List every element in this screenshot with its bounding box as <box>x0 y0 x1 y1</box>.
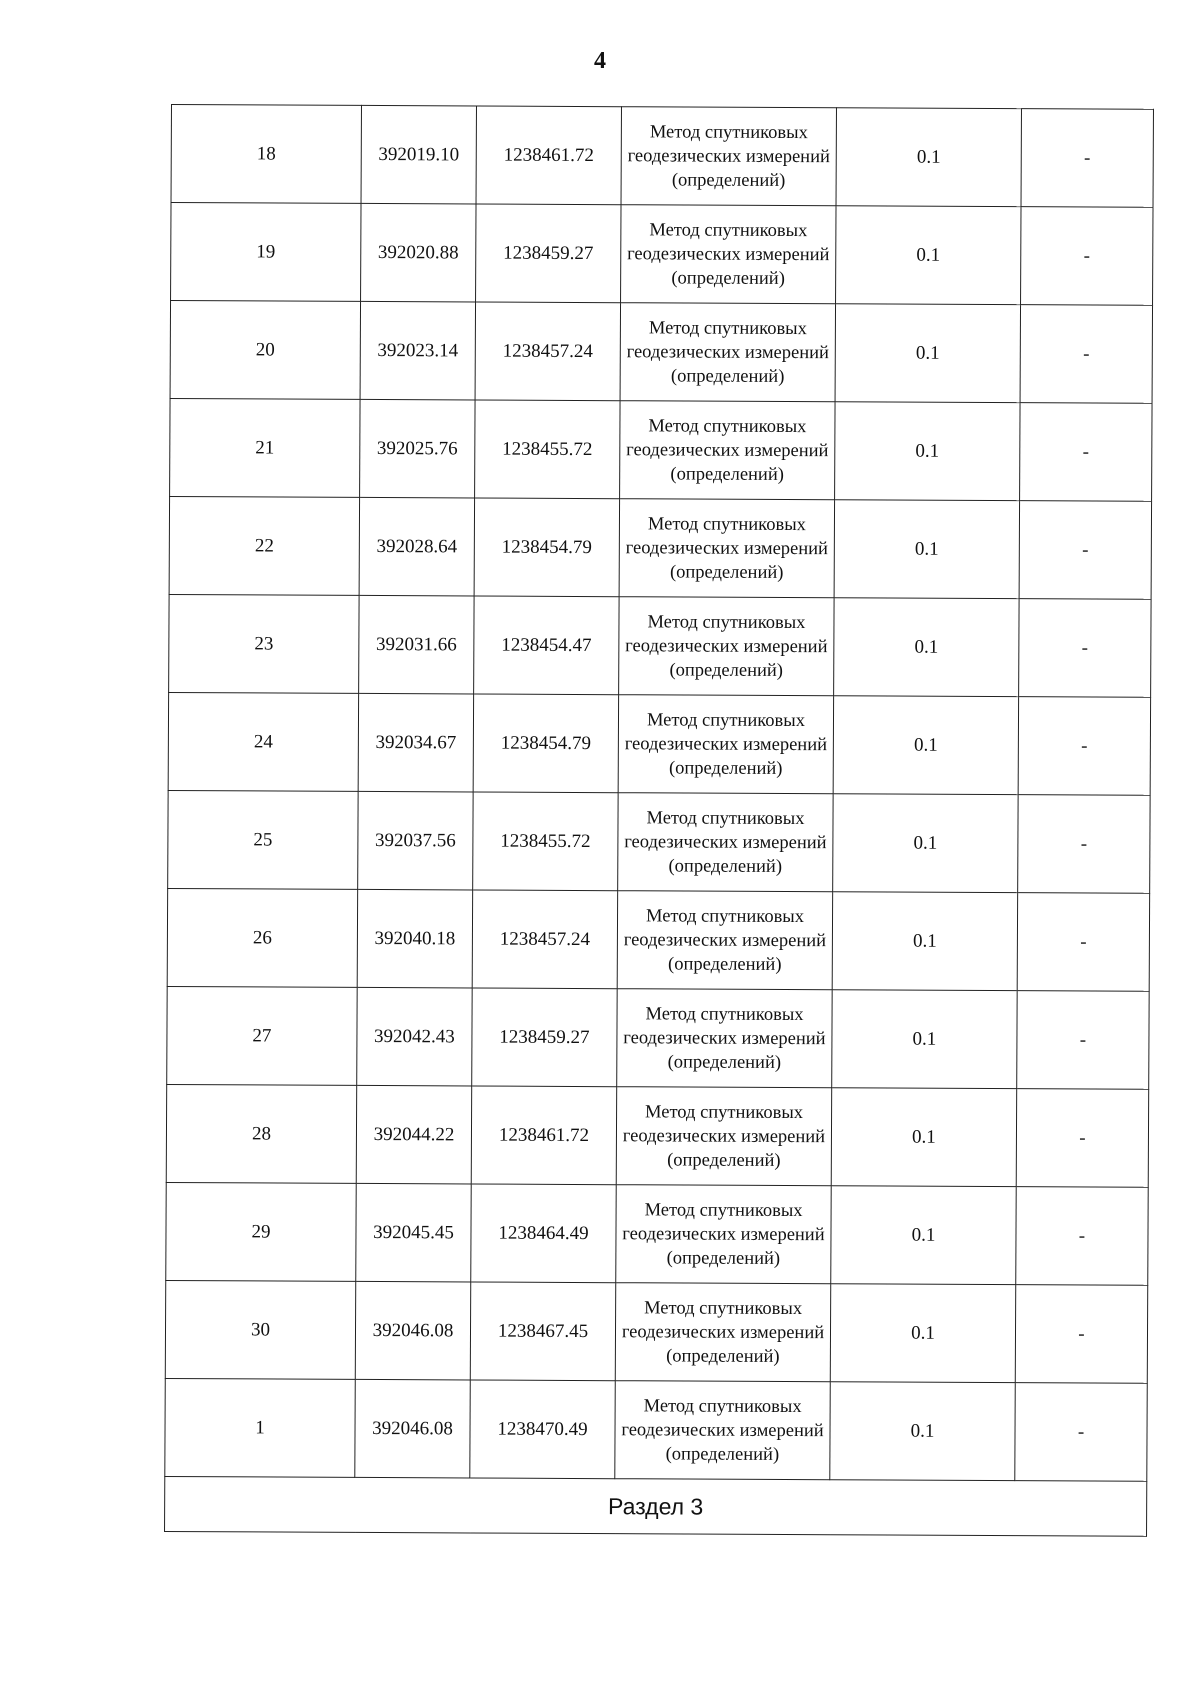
x-coordinate-cell: 392046.08 <box>355 1379 470 1478</box>
section-title: Раздел 3 <box>165 1476 1147 1536</box>
accuracy-cell: 0.1 <box>836 206 1021 305</box>
description-cell: - <box>1020 305 1152 404</box>
description-cell: - <box>1016 1187 1148 1286</box>
y-coordinate-cell: 1238464.49 <box>471 1184 616 1283</box>
accuracy-cell: 0.1 <box>833 696 1018 795</box>
table-row <box>165 1378 1147 1481</box>
description-cell: - <box>1016 1089 1148 1188</box>
method-cell: Метод спутниковых геодезических измерений (определений) <box>620 303 835 402</box>
description-cell: - <box>1017 893 1149 992</box>
method-cell: Метод спутниковых геодезических измерений (определений) <box>620 401 835 500</box>
y-coordinate-cell: 1238455.72 <box>475 400 620 499</box>
table-row <box>171 105 1153 208</box>
point-number-cell: 25 <box>168 790 358 889</box>
y-coordinate-cell: 1238454.47 <box>474 596 619 695</box>
x-coordinate-cell: 392042.43 <box>357 987 472 1086</box>
x-coordinate-cell: 392040.18 <box>357 889 472 988</box>
x-coordinate-cell: 392034.67 <box>358 693 473 792</box>
method-cell: Метод спутниковых геодезических измерений (определений) <box>616 1185 831 1284</box>
method-cell: Метод спутниковых геодезических измерений (определений) <box>621 107 836 206</box>
description-cell: - <box>1018 795 1150 894</box>
y-coordinate-cell: 1238467.45 <box>470 1282 615 1381</box>
accuracy-cell: 0.1 <box>830 1284 1015 1383</box>
method-cell: Метод спутниковых геодезических измерений (определений) <box>621 205 836 304</box>
x-coordinate-cell: 392031.66 <box>359 595 474 694</box>
table-row <box>165 1280 1147 1383</box>
section-row <box>165 1476 1147 1536</box>
table-row <box>166 1182 1148 1285</box>
method-cell: Метод спутниковых геодезических измерений (определений) <box>615 1381 830 1480</box>
description-cell: - <box>1019 599 1151 698</box>
point-number-cell: 28 <box>166 1084 356 1183</box>
y-coordinate-cell: 1238455.72 <box>473 792 618 891</box>
y-coordinate-cell: 1238454.79 <box>474 498 619 597</box>
accuracy-cell: 0.1 <box>833 794 1018 893</box>
accuracy-cell: 0.1 <box>835 402 1020 501</box>
point-number-cell: 18 <box>171 105 361 204</box>
y-coordinate-cell: 1238461.72 <box>471 1086 616 1185</box>
x-coordinate-cell: 392023.14 <box>360 301 475 400</box>
table-row <box>168 692 1150 795</box>
method-cell: Метод спутниковых геодезических измерений (определений) <box>616 1087 831 1186</box>
table-row <box>169 496 1151 599</box>
method-cell: Метод спутниковых геодезических измерений (определений) <box>617 891 832 990</box>
description-cell: - <box>1015 1285 1147 1384</box>
description-cell: - <box>1019 501 1151 600</box>
point-number-cell: 27 <box>167 986 357 1085</box>
point-number-cell: 24 <box>168 692 358 791</box>
x-coordinate-cell: 392028.64 <box>359 497 474 596</box>
x-coordinate-cell: 392044.22 <box>356 1085 471 1184</box>
description-cell: - <box>1017 991 1149 1090</box>
y-coordinate-cell: 1238457.24 <box>472 890 617 989</box>
accuracy-cell: 0.1 <box>835 304 1020 403</box>
description-cell: - <box>1020 403 1152 502</box>
table-row <box>169 594 1151 697</box>
point-number-cell: 19 <box>171 203 361 302</box>
accuracy-cell: 0.1 <box>831 1088 1016 1187</box>
coordinates-table <box>164 104 1154 1537</box>
method-cell: Метод спутниковых геодезических измерений (определений) <box>619 597 834 696</box>
description-cell: - <box>1021 207 1153 306</box>
method-cell: Метод спутниковых геодезических измерений (определений) <box>619 499 834 598</box>
table-row <box>170 301 1152 404</box>
description-cell: - <box>1018 697 1150 796</box>
method-cell: Метод спутниковых геодезических измерений (определений) <box>618 793 833 892</box>
point-number-cell: 1 <box>165 1378 355 1477</box>
x-coordinate-cell: 392037.56 <box>358 791 473 890</box>
method-cell: Метод спутниковых геодезических измерений (определений) <box>615 1283 830 1382</box>
x-coordinate-cell: 392025.76 <box>360 399 475 498</box>
y-coordinate-cell: 1238470.49 <box>470 1380 615 1479</box>
table-row <box>171 203 1153 306</box>
table-row <box>167 888 1149 991</box>
accuracy-cell: 0.1 <box>836 108 1021 207</box>
method-cell: Метод спутниковых геодезических измерений (определений) <box>617 989 832 1088</box>
accuracy-cell: 0.1 <box>831 1186 1016 1285</box>
x-coordinate-cell: 392019.10 <box>361 105 476 204</box>
y-coordinate-cell: 1238457.24 <box>475 302 620 401</box>
accuracy-cell: 0.1 <box>830 1382 1015 1481</box>
accuracy-cell: 0.1 <box>832 990 1017 1089</box>
x-coordinate-cell: 392020.88 <box>361 203 476 302</box>
description-cell: - <box>1015 1383 1147 1482</box>
point-number-cell: 29 <box>166 1182 356 1281</box>
accuracy-cell: 0.1 <box>834 500 1019 599</box>
y-coordinate-cell: 1238461.72 <box>476 106 621 205</box>
point-number-cell: 23 <box>169 594 359 693</box>
y-coordinate-cell: 1238459.27 <box>472 988 617 1087</box>
point-number-cell: 30 <box>165 1280 355 1379</box>
method-cell: Метод спутниковых геодезических измерений (определений) <box>618 695 833 794</box>
y-coordinate-cell: 1238459.27 <box>476 204 621 303</box>
point-number-cell: 26 <box>167 888 357 987</box>
x-coordinate-cell: 392046.08 <box>355 1281 470 1380</box>
point-number-cell: 22 <box>169 496 359 595</box>
x-coordinate-cell: 392045.45 <box>356 1183 471 1282</box>
table-row <box>167 986 1149 1089</box>
accuracy-cell: 0.1 <box>832 892 1017 991</box>
page-number: 4 <box>594 48 606 74</box>
description-cell: - <box>1021 109 1153 208</box>
y-coordinate-cell: 1238454.79 <box>473 694 618 793</box>
point-number-cell: 20 <box>170 301 360 400</box>
table-row <box>170 398 1152 501</box>
point-number-cell: 21 <box>170 398 360 497</box>
accuracy-cell: 0.1 <box>834 598 1019 697</box>
table-row <box>166 1084 1148 1187</box>
table-row <box>168 790 1150 893</box>
